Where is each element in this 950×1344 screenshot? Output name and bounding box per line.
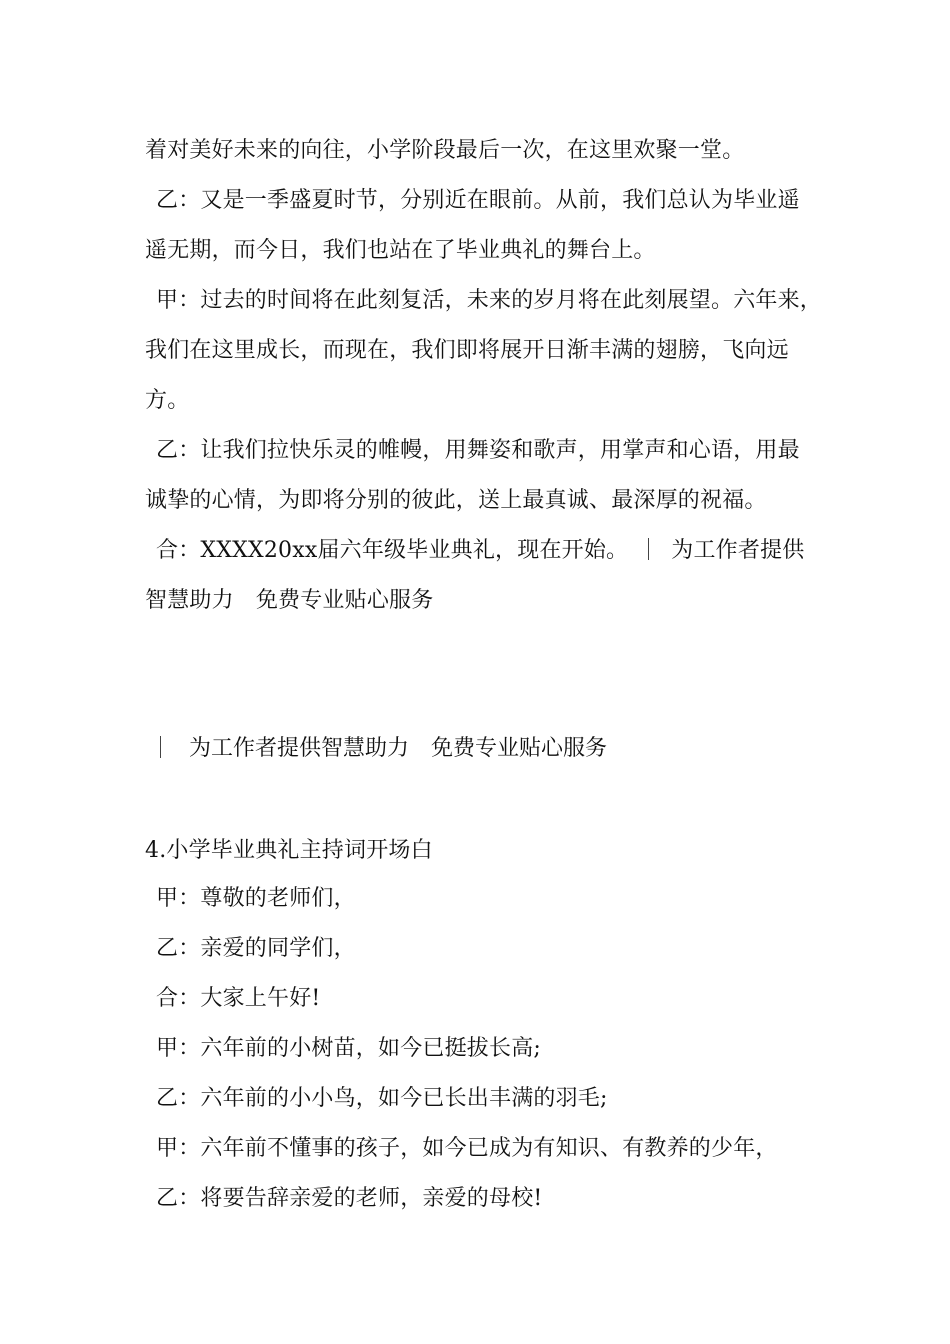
footer-text: 免费专业贴心服务 bbox=[431, 736, 608, 761]
text-segment: 免费专业贴心服务 bbox=[255, 588, 434, 613]
dialogue-line: 乙：亲爱的同学们， bbox=[156, 936, 356, 961]
text-line bbox=[145, 586, 845, 616]
text-line: 甲：过去的时间将在此刻复活，未来的岁月将在此刻展望。六年来， bbox=[156, 288, 823, 313]
page-footer bbox=[160, 734, 607, 764]
dialogue-line: 甲：六年前的小树苗，如今已挺拔长高; bbox=[156, 1036, 542, 1061]
dialogue-line: 乙：将要告辞亲爱的老师，亲爱的母校! bbox=[156, 1186, 543, 1211]
dialogue-line: 甲：六年前不懂事的孩子，如今已成为有知识、有教养的少年， bbox=[156, 1136, 778, 1161]
text-segment: 智慧助力 bbox=[145, 588, 234, 613]
separator-bar bbox=[648, 538, 649, 560]
dialogue-line: 乙：六年前的小小鸟，如今已长出丰满的羽毛; bbox=[156, 1086, 608, 1111]
section-heading: 4.小学毕业典礼主持词开场白 bbox=[145, 838, 433, 863]
text-line: 我们在这里成长，而现在，我们即将展开日渐丰满的翅膀，飞向远 bbox=[145, 338, 789, 363]
dialogue-line: 甲：尊敬的老师们， bbox=[156, 886, 356, 911]
text-line: 着对美好未来的向往，小学阶段最后一次，在这里欢聚一堂。 bbox=[145, 138, 745, 163]
text-line: 方。 bbox=[145, 388, 190, 413]
text-segment: 为工作者提供 bbox=[671, 538, 805, 563]
text-line: 乙：让我们拉快乐灵的帷幔，用舞姿和歌声，用掌声和心语，用最 bbox=[156, 438, 800, 463]
footer-text: 为工作者提供智慧助力 bbox=[189, 736, 410, 761]
dialogue-line: 合：大家上午好! bbox=[156, 986, 321, 1011]
text-line: 遥无期，而今日，我们也站在了毕业典礼的舞台上。 bbox=[145, 238, 656, 263]
text-line: 诚挚的心情，为即将分别的彼此，送上最真诚、最深厚的祝福。 bbox=[145, 488, 767, 513]
text-segment: 合：XXXX20xx届六年级毕业典礼，现在开始。 bbox=[156, 538, 629, 563]
separator-bar bbox=[160, 736, 161, 758]
text-line bbox=[156, 536, 856, 566]
text-line: 乙：又是一季盛夏时节，分别近在眼前。从前，我们总认为毕业遥 bbox=[156, 188, 800, 213]
